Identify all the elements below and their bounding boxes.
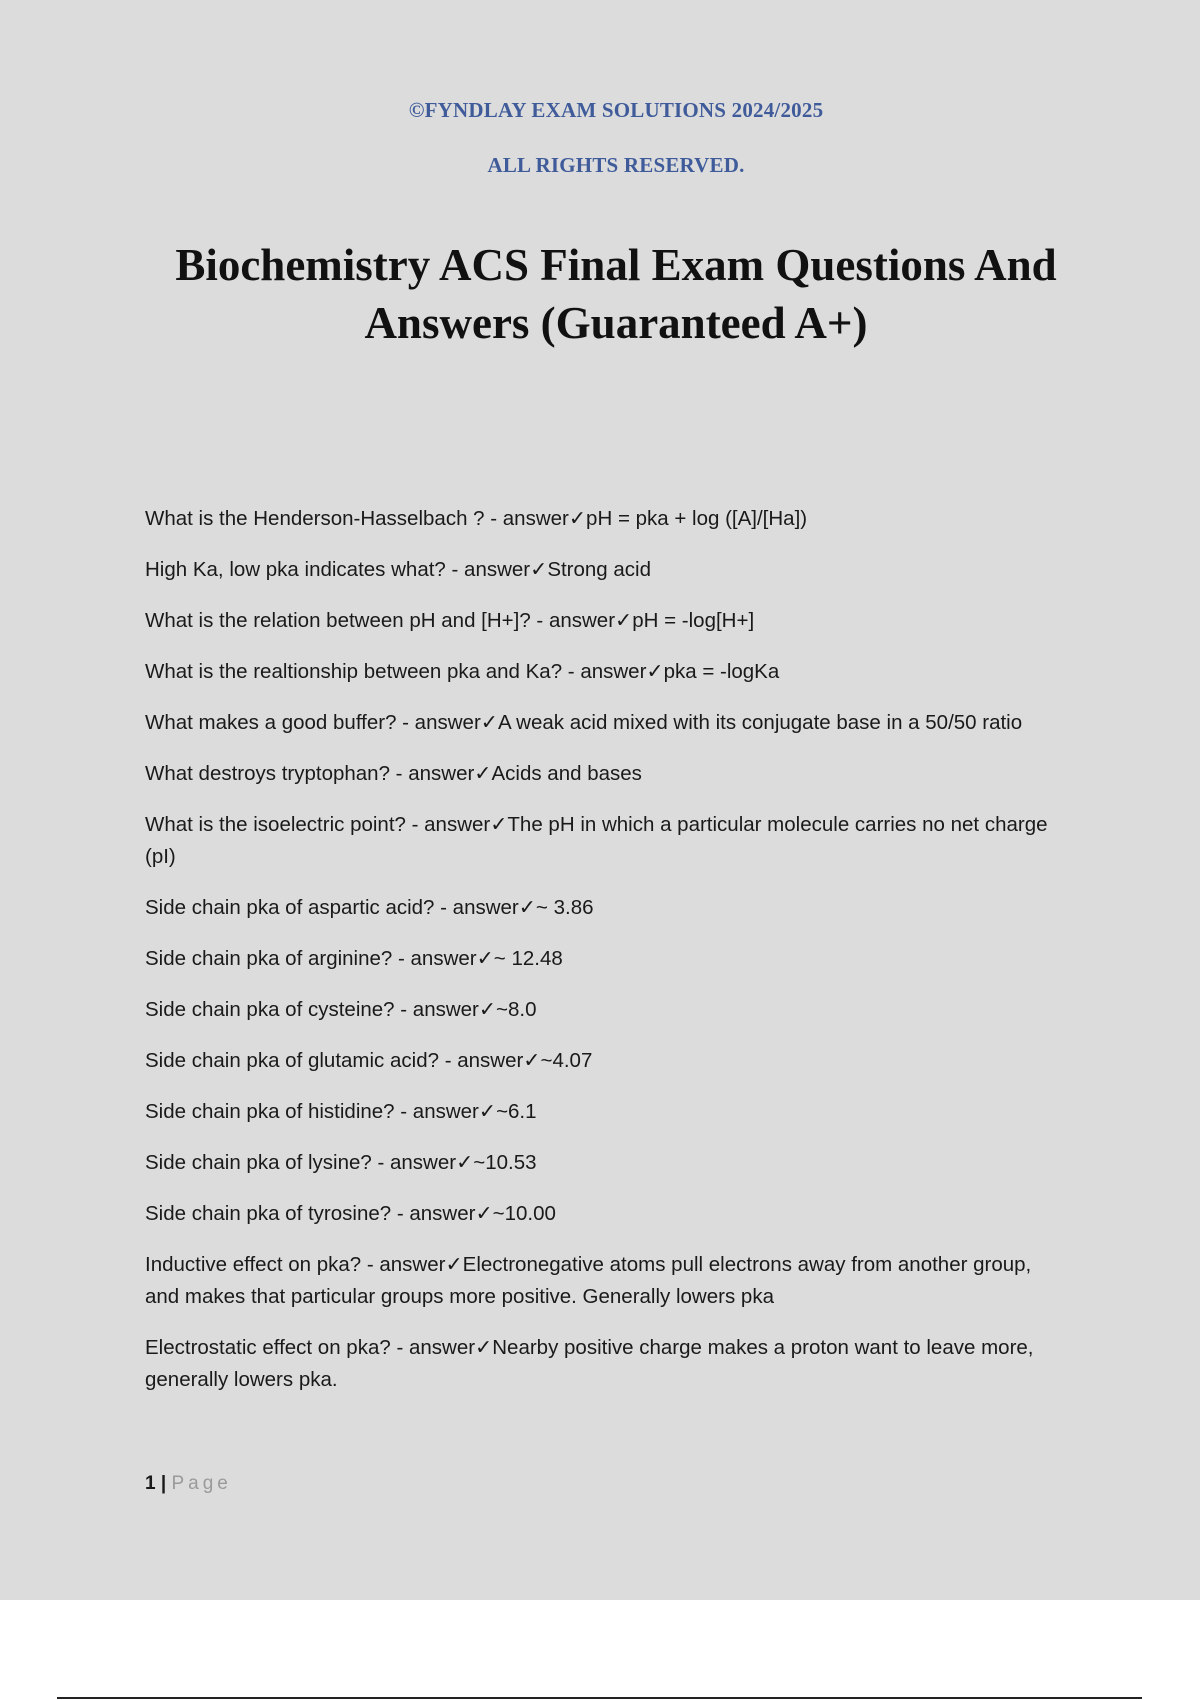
qa-item: What is the isoelectric point? - answer✓The pH in which a particular molecule carries no net charge (pI) [145, 813, 1048, 868]
qa-item: What destroys tryptophan? - answer✓Acids and bases [145, 762, 642, 785]
qa-item: What is the Henderson-Hasselbach ? - answer✓pH = pka + log ([A]/[Ha]) [145, 507, 808, 530]
copyright-header: ©FYNDLAY EXAM SOLUTIONS 2024/2025 [408, 98, 824, 122]
rights-reserved-header: ALL RIGHTS RESERVED. [487, 153, 745, 177]
page-footer [145, 1473, 232, 1495]
bottom-divider [57, 1697, 1142, 1699]
qa-item: Side chain pka of aspartic acid? - answer✓~ 3.86 [145, 896, 594, 919]
page-separator: | [160, 1473, 167, 1494]
qa-item: Electrostatic effect on pka? - answer✓Nearby positive charge makes a proton want to leave more, generally lowers pka. [145, 1336, 1034, 1391]
qa-item: Side chain pka of arginine? - answer✓~ 12.48 [145, 947, 563, 970]
qa-item: Side chain pka of tyrosine? - answer✓~10.00 [145, 1202, 556, 1225]
qa-item: What is the relation between pH and [H+]? - answer✓pH = -log[H+] [145, 609, 755, 632]
document-title: Biochemistry ACS Final Exam Questions And Answers (Guaranteed A+) [175, 240, 1057, 348]
page-label: Page [171, 1473, 232, 1494]
qa-item: Side chain pka of histidine? - answer✓~6.1 [145, 1100, 537, 1123]
qa-item: Side chain pka of lysine? - answer✓~10.53 [145, 1151, 537, 1174]
qa-item: High Ka, low pka indicates what? - answer✓Strong acid [145, 558, 652, 581]
qa-item: Side chain pka of cysteine? - answer✓~8.0 [145, 998, 537, 1021]
qa-item: Inductive effect on pka? - answer✓Electronegative atoms pull electrons away from another group, and makes that particular groups more positive. Generally lowers pka [145, 1253, 1032, 1308]
page-number: 1 [145, 1473, 156, 1494]
qa-item: What is the realtionship between pka and Ka? - answer✓pka = -logKa [145, 660, 780, 683]
qa-item: Side chain pka of glutamic acid? - answer✓~4.07 [145, 1049, 593, 1072]
qa-list [145, 503, 1065, 1415]
qa-item: What makes a good buffer? - answer✓A weak acid mixed with its conjugate base in a 50/50 ratio [145, 711, 1023, 734]
